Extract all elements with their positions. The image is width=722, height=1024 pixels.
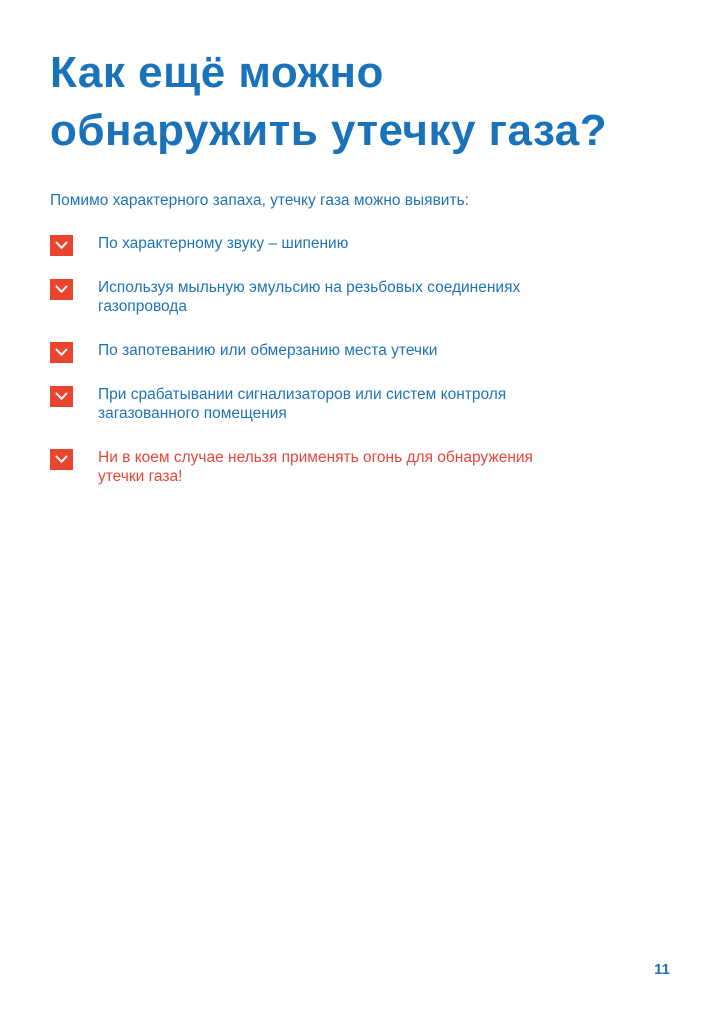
warning-list-item — [50, 448, 650, 486]
checkmark-icon — [50, 386, 73, 407]
checkmark-icon — [50, 342, 73, 363]
leak-detection-list — [50, 234, 650, 486]
page-title — [50, 44, 670, 160]
page-title-line-1: Как ещё можно — [50, 48, 384, 97]
checkmark-icon — [50, 449, 73, 470]
list-item — [50, 341, 650, 360]
checkmark-icon — [50, 235, 73, 256]
list-item-text: загазованного помещения — [98, 405, 287, 422]
list-item-text: газопровода — [98, 298, 187, 315]
checkmark-icon — [50, 279, 73, 300]
list-item — [50, 234, 650, 253]
warning-text: Ни в коем случае нельзя применять огонь для обнаружения — [98, 449, 533, 466]
list-item-text: При срабатывании сигнализаторов или систем контроля — [98, 386, 507, 403]
list-item-text: По запотеванию или обмерзанию места утечки — [98, 342, 438, 359]
intro-text: Помимо характерного запаха, утечку газа можно выявить: — [50, 192, 469, 209]
list-item — [50, 385, 650, 423]
list-item-text: Используя мыльную эмульсию на резьбовых соединениях — [98, 279, 521, 296]
warning-text: утечки газа! — [98, 468, 183, 485]
page-title-line-2: обнаружить утечку газа? — [50, 106, 608, 155]
list-item-text: По характерному звуку – шипению — [98, 235, 349, 252]
list-item — [50, 278, 650, 316]
page-number: 11 — [654, 961, 670, 978]
